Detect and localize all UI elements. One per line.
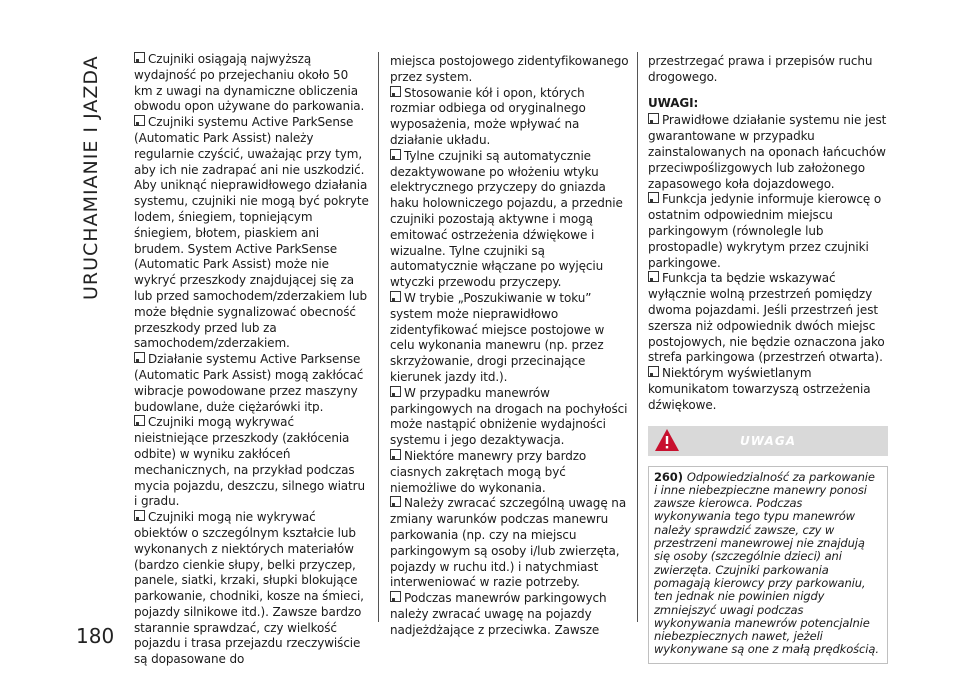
page-number: 180 <box>76 624 115 648</box>
note-text: Czujniki systemu Active ParkSense (Automatic Park Assist) należy regularnie czyścić, uważając przy tym, aby ich nie zadrapać ani nie uszkodzić. Aby uniknąć nieprawidłowego działania systemu, czujniki nie mogą być pokryte lodem, śniegiem, topniejącym śniegiem, błotem, piaskiem ani brudem. System Active ParkSense (Automatic Park Assist) może nie wykryć przeszkody znajdującej się za lub przed samochodem/zderzakiem lub może błędnie sygnalizować obecność przeszkody przed lub za samochodem/zderzakiem. <box>134 115 369 351</box>
note-text: Czujniki mogą nie wykrywać obiektów o szczególnym kształcie lub wykonanych z niektórych materiałów (bardzo cienkie słupy, belki przyczep, panele, siatki, krzaki, słupki blokujące parkowanie, chodniki, kosze na śmieci, pojazdy silnikowe itd.). Zawsze bardzo starannie sprawdzać, czy wielkość pojazdu i trasa przejazdu rzeczywiście są dopasowane do <box>134 510 364 667</box>
note-text: Tylne czujniki są automatycznie dezaktywowane po włożeniu wtyku elektrycznego przyczepy do gniazda haku holowniczego pojazdu, a przednie czujniki pozostają aktywne i mogą emitować ostrzeżenia dźwiękowe i wizualne. Tylne czujniki są automatycznie włączane po wyjęciu wtyczki przewodu przyczepy. <box>390 148 623 290</box>
note-text: Podczas manewrów parkingowych należy zwracać uwagę na pojazdy nadjeżdżające z przeciwka. Zawsze <box>390 591 607 637</box>
note-bullet-icon <box>134 52 145 63</box>
continuation-text: miejsca postojowego zidentyfikowanego przez system. <box>390 54 629 84</box>
column-3 <box>648 54 888 664</box>
notes-heading: UWAGI: <box>648 95 699 110</box>
note-bullet-icon <box>134 115 145 126</box>
note-paragraph <box>648 271 888 366</box>
section-title: URUCHAMIANIE I JAZDA <box>80 55 102 300</box>
note-paragraph <box>134 415 370 510</box>
note-text: Funkcja jedynie informuje kierowcę o ostatnim odpowiednim miejscu parkingowym (równolegle lub prostopadle) wykrytym przez czujniki parkingowe. <box>648 192 882 270</box>
note-bullet-icon <box>390 386 401 397</box>
note-text: Prawidłowe działanie systemu nie jest gwarantowane w przypadku zainstalowanych na oponach łańcuchów przeciwpoślizgowych lub założonego zapasowego koła dojazdowego. <box>648 113 887 191</box>
warning-text: Odpowiedzialność za parkowanie i inne niebezpieczne manewry ponosi zawsze kierowca. Podczas wykonywania tego typu manewrów należy sprawdzić zawsze, czy w przestrzeni manewrowej nie znajdują się osoby (szczególnie dzieci) ani zwierzęta. Czujniki parkowania pomagają kierowcy przy parkowaniu, ten jednak nie powinien nigdy zmniejszyć uwagi podczas wykonywania manewrów potencjalnie niebezpiecznych nawet, jeżeli wykonywane są one z małą prędkością. <box>654 469 879 657</box>
note-text: W przypadku manewrów parkingowych na drogach na pochyłości może nastąpić obniżenie wydajności systemu i jego dezaktywacja. <box>390 385 628 448</box>
note-text: Niektóre manewry przy bardzo ciasnych zakrętach mogą być niemożliwe do wykonania. <box>390 448 587 495</box>
note-text: W trybie „Poszukiwanie w toku” system może nieprawidłowo zidentyfikować miejsce postojowe w celu wykonania manewru (np. przez skrzyżowanie, drogi przecinające kierunek jazdy itd.). <box>390 290 605 384</box>
note-paragraph <box>134 510 370 668</box>
note-text: Niektórym wyświetlanym komunikatom towarzyszą ostrzeżenia dźwiękowe. <box>648 366 871 412</box>
continuation-text: przestrzegać prawa i przepisów ruchu drogowego. <box>648 54 873 84</box>
note-paragraph <box>390 386 630 449</box>
note-bullet-icon <box>648 271 659 282</box>
warning-box <box>648 466 888 664</box>
note-paragraph <box>134 115 370 352</box>
column-2 <box>390 54 630 638</box>
note-paragraph <box>134 52 370 115</box>
note-bullet-icon <box>390 449 401 460</box>
note-paragraph <box>648 113 888 192</box>
warning-number: 260) <box>654 469 683 484</box>
note-text: Czujniki mogą wykrywać nieistniejące przeszkody (zakłócenia odbite) w wyniku zakłóceń mechanicznych, na przykład podczas mycia pojazdu, deszczu, silnego wiatru i gradu. <box>134 415 365 509</box>
note-paragraph <box>648 366 888 413</box>
note-bullet-icon <box>390 591 401 602</box>
note-text: Działanie systemu Active Parksense (Automatic Park Assist) mogą zakłócać wibracje powodowane przez maszyny budowlane, duże ciężarówki itp. <box>134 352 364 414</box>
note-paragraph <box>390 496 630 591</box>
note-text: Funkcja ta będzie wskazywać wyłącznie wolną przestrzeń pomiędzy dwoma pojazdami. Jeśli przestrzeń jest szersza niż odpowiednik dwóch miejsc postojowych, nie będzie oznaczona jako strefa parkingowa (przestrzeń otwarta). <box>648 271 885 365</box>
note-bullet-icon <box>390 149 401 160</box>
note-bullet-icon <box>134 352 145 363</box>
note-paragraph <box>390 591 630 638</box>
note-paragraph <box>648 192 888 271</box>
note-text: Stosowanie kół i opon, których rozmiar odbiega od oryginalnego wyposażenia, może wpływać na działanie układu. <box>390 85 586 147</box>
note-paragraph <box>390 149 630 291</box>
note-paragraph <box>134 352 370 415</box>
note-bullet-icon <box>134 415 145 426</box>
note-text: Należy zwracać szczególną uwagę na zmiany warunków podczas manewru parkowania (np. czy na miejscu parkingowym są osoby i/lub zwierzęta, pojazdy w ruchu itd.) i natychmiast interweniować w razie potrzeby. <box>390 496 627 590</box>
note-paragraph <box>390 291 630 386</box>
note-bullet-icon <box>648 192 659 203</box>
column-divider <box>637 52 638 622</box>
warning-label: UWAGA <box>740 433 796 448</box>
note-bullet-icon <box>390 496 401 507</box>
note-bullet-icon <box>648 113 659 124</box>
note-bullet-icon <box>390 291 401 302</box>
note-bullet-icon <box>134 510 145 521</box>
note-paragraph <box>390 449 630 496</box>
column-1 <box>134 52 370 668</box>
note-text: Czujniki osiągają najwyższą wydajność po przejechaniu około 50 km z uwagi na dynamiczne obliczenia obwodu opon używane do parkowania. <box>134 52 365 114</box>
column-divider <box>378 52 379 622</box>
note-bullet-icon <box>390 86 401 97</box>
note-bullet-icon <box>648 366 659 377</box>
warning-header <box>648 426 888 456</box>
note-paragraph <box>390 86 630 149</box>
